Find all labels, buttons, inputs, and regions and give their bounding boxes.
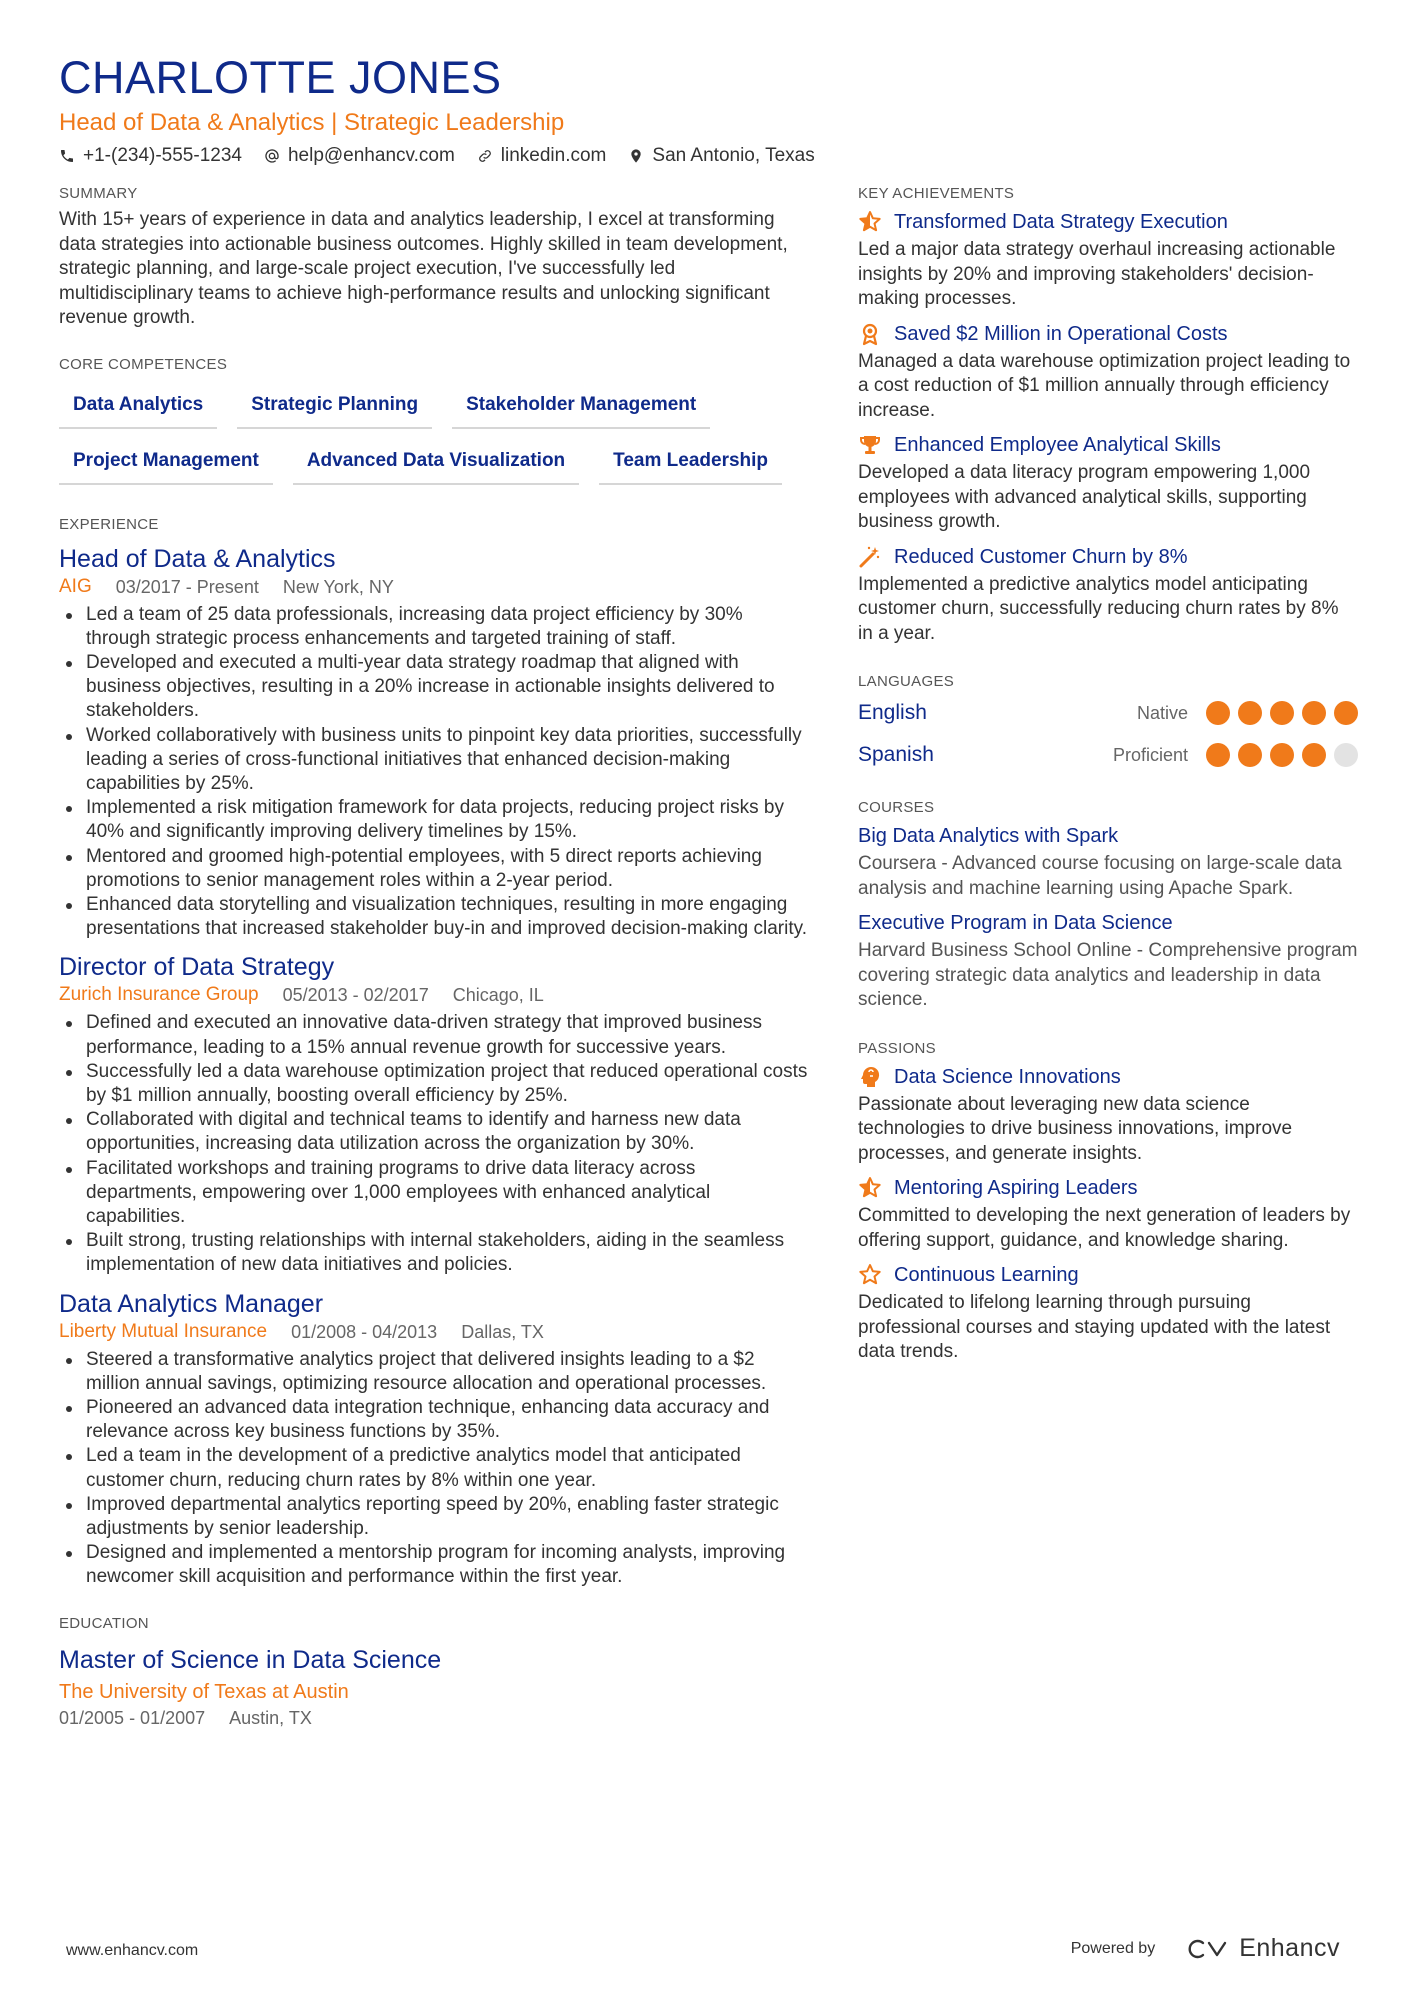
summary-text: With 15+ years of experience in data and analytics leadership, I excel at transforming data strategies into actionable business outcomes. Highly skilled in team development, strategic planning, and large-scale project execution, I've successfully led multidisciplinary teams to achieve high-performance results and unlocking significant revenue growth. [59, 209, 788, 328]
courses-title: COURSES [858, 799, 935, 816]
passion-item [858, 1174, 1358, 1253]
achievement-desc: Implemented a predictive analytics model anticipating customer churn, successfully reducing churn rates by 8% in a year. [858, 573, 1339, 644]
language-level: Native [1136, 702, 1188, 723]
magic-wand-icon [858, 545, 882, 569]
job-entry [59, 1288, 811, 1590]
rating-dot-filled [1334, 701, 1358, 725]
location-pin-icon [628, 148, 644, 164]
phone-icon [59, 148, 75, 164]
education-meta [59, 1706, 811, 1730]
contact-row [59, 143, 1359, 169]
trophy-icon [858, 433, 882, 457]
course-item [858, 822, 1358, 901]
education-dates: 01/2005 - 01/2007 [59, 1707, 206, 1728]
achievement-item [858, 431, 1358, 535]
rating-dot-empty [1334, 743, 1358, 767]
achievement-item [858, 543, 1358, 647]
rating-dot-filled [1238, 743, 1262, 767]
course-title: Executive Program in Data Science [858, 912, 1173, 934]
job-bullet: Defined and executed an innovative data-driven strategy that improved business performance, leading to a 15% annual revenue growth for successive years. [59, 1011, 811, 1059]
passion-desc: Passionate about leveraging new data science technologies to drive business innovations, improve processes, and generate insights. [858, 1093, 1293, 1164]
star-half-icon [858, 210, 882, 234]
language-level: Proficient [1112, 744, 1188, 765]
experience-title: EXPERIENCE [59, 515, 159, 533]
job-entry [59, 543, 811, 942]
rating-dot-filled [1302, 701, 1326, 725]
competence-tag: Data Analytics [59, 387, 217, 429]
achievement-desc: Developed a data literacy program empowering 1,000 employees with advanced analytical skills, supporting business growth. [858, 462, 1311, 532]
rating-dot-filled [1270, 701, 1294, 725]
resume-header [59, 50, 1359, 169]
job-title: Head of Data & Analytics [59, 544, 336, 573]
star-outline-icon [858, 1263, 882, 1287]
job-bullet: Led a team in the development of a predictive analytics model that anticipated customer churn, reducing churn rates by 8% within one year. [59, 1444, 811, 1492]
job-dates: 05/2013 - 02/2017 [282, 985, 429, 1006]
job-bullets [59, 603, 811, 942]
passion-desc: Dedicated to lifelong learning through pursuing professional courses and staying updated with the latest data trends. [858, 1292, 1331, 1362]
job-bullet: Facilitated workshops and training programs to drive data literacy across departments, empowering over 1,000 employees with enhanced analytical capabilities. [59, 1157, 811, 1230]
competence-tag: Strategic Planning [237, 387, 432, 429]
education-title: EDUCATION [59, 1614, 149, 1632]
contact-location [628, 143, 814, 169]
course-title: Big Data Analytics with Spark [858, 825, 1119, 847]
contact-phone[interactable] [59, 143, 242, 169]
education-degree: Master of Science in Data Science [59, 1645, 442, 1674]
rating-dot-filled [1206, 701, 1230, 725]
job-dates: 01/2008 - 04/2013 [291, 1321, 438, 1342]
at-icon [264, 148, 280, 164]
course-item [858, 909, 1358, 1013]
job-bullet: Built strong, trusting relationships with internal stakeholders, aiding in the seamless implementation of new data initiatives and policies. [59, 1229, 811, 1277]
passions-title: PASSIONS [858, 1039, 936, 1057]
left-column [59, 184, 811, 1730]
competence-tag: Advanced Data Visualization [293, 443, 579, 485]
education-location: Austin, TX [229, 1707, 312, 1728]
job-bullet: Mentored and groomed high-potential employees, with 5 direct reports achieving promotions to senior management roles within a 2-year period. [59, 845, 811, 893]
footer-website[interactable]: www.enhancv.com [66, 1942, 199, 1959]
contact-email[interactable] [264, 143, 455, 169]
job-company: Liberty Mutual Insurance [59, 1320, 268, 1342]
achievements-title: KEY ACHIEVEMENTS [858, 185, 1015, 202]
job-bullet: Designed and implemented a mentorship program for incoming analysts, improving newcomer skill acquisition and performance within the first year. [59, 1541, 811, 1589]
job-title: Data Analytics Manager [59, 1289, 324, 1318]
enhancv-logo[interactable] [1183, 1934, 1340, 1963]
location-text: San Antonio, Texas [652, 145, 815, 166]
job-entry [59, 951, 811, 1277]
competence-tag: Stakeholder Management [452, 387, 710, 429]
job-bullet: Improved departmental analytics reporting speed by 20%, enabling faster strategic adjustments by senior leadership. [59, 1493, 811, 1541]
phone-text: +1-(234)-555-1234 [83, 145, 242, 166]
job-bullet: Collaborated with digital and technical teams to identify and harness new data opportunities, increasing data utilization across the organization by 30%. [59, 1108, 811, 1156]
passion-item [858, 1261, 1358, 1365]
languages-title: LANGUAGES [858, 673, 955, 690]
job-bullet: Successfully led a data warehouse optimization project that reduced operational costs by $1 million annually, boosting overall efficiency by 25%. [59, 1060, 811, 1108]
job-bullets [59, 1011, 811, 1277]
achievement-title: Saved $2 Million in Operational Costs [894, 322, 1228, 345]
summary-title: SUMMARY [59, 185, 138, 202]
language-row [858, 692, 1358, 734]
passion-item [858, 1063, 1358, 1167]
language-rating [1206, 743, 1358, 767]
course-desc: Coursera - Advanced course focusing on large-scale data analysis and machine learning using Apache Spark. [858, 853, 1342, 899]
competence-tag: Team Leadership [599, 443, 782, 485]
competence-tag: Project Management [59, 443, 273, 485]
achievement-title: Enhanced Employee Analytical Skills [894, 434, 1221, 456]
competences-list [59, 387, 799, 485]
job-location: Chicago, IL [452, 985, 544, 1006]
language-name: English [858, 701, 927, 724]
rating-dot-filled [1206, 743, 1230, 767]
passion-title: Mentoring Aspiring Leaders [894, 1177, 1138, 1199]
brand-name: Enhancv [1239, 1934, 1340, 1962]
course-desc: Harvard Business School Online - Comprehensive program covering strategic data analytics and leadership in data science. [858, 940, 1358, 1010]
job-bullets [59, 1348, 811, 1590]
job-bullet: Implemented a risk mitigation framework for data projects, reducing project risks by 40% and significantly improving delivery timelines by 15%. [59, 796, 811, 844]
job-meta [59, 575, 811, 599]
achievement-desc: Managed a data warehouse optimization project leading to a cost reduction of $1 million annually through efficiency increase. [858, 350, 1351, 421]
job-bullet: Pioneered an advanced data integration technique, enhancing data accuracy and relevance across key business functions by 35%. [59, 1396, 811, 1444]
linkedin-text: linkedin.com [500, 145, 607, 166]
job-meta [59, 983, 811, 1007]
achievement-title: Reduced Customer Churn by 8% [894, 545, 1188, 568]
rating-dot-filled [1270, 743, 1294, 767]
powered-by-label: Powered by [1070, 1939, 1156, 1957]
job-meta [59, 1320, 811, 1344]
achievement-item [858, 320, 1358, 424]
job-location: Dallas, TX [461, 1321, 544, 1342]
job-bullet: Developed and executed a multi-year data strategy roadmap that aligned with business objectives, resulting in a 20% increase in actionable insights delivered to stakeholders. [59, 651, 811, 724]
footer-branding [1071, 1934, 1340, 1963]
achievement-item [858, 208, 1358, 312]
right-column [858, 184, 1358, 1365]
job-location: New York, NY [282, 576, 394, 597]
candidate-headline: Head of Data & Analytics | Strategic Leadership [59, 109, 565, 136]
rating-dot-filled [1238, 701, 1262, 725]
achievement-desc: Led a major data strategy overhaul increasing actionable insights by 20% and improving stakeholders' decision-making processes. [858, 239, 1336, 309]
brain-icon [858, 1065, 882, 1089]
job-title: Director of Data Strategy [59, 953, 335, 982]
job-bullet: Worked collaboratively with business units to pinpoint key data priorities, successfully leading a series of cross-functional initiatives that enhanced decision-making capabilities by 25%. [59, 724, 811, 797]
contact-linkedin[interactable] [477, 143, 607, 169]
job-company: Zurich Insurance Group [59, 984, 259, 1006]
language-row [858, 734, 1358, 776]
job-company: AIG [59, 575, 92, 597]
job-bullet: Enhanced data storytelling and visualization techniques, resulting in more engaging presentations that increased stakeholder buy-in and improved decision-making clarity. [59, 893, 811, 941]
achievement-title: Transformed Data Strategy Execution [894, 211, 1228, 233]
language-rating [1206, 701, 1358, 725]
job-bullet: Led a team of 25 data professionals, increasing data project efficiency by 30% through strategic process enhancements and targeted training of staff. [59, 603, 811, 651]
candidate-name: CHARLOTTE JONES [59, 52, 502, 103]
passion-desc: Committed to developing the next generation of leaders by offering support, guidance, and knowledge sharing. [858, 1205, 1351, 1251]
enhancv-logo-icon [1183, 1937, 1229, 1961]
star-half-icon [858, 1176, 882, 1200]
passion-title: Continuous Learning [894, 1264, 1079, 1286]
medal-icon [858, 322, 882, 346]
email-text: help@enhancv.com [287, 145, 455, 166]
link-icon [477, 148, 493, 164]
rating-dot-filled [1302, 743, 1326, 767]
job-bullet: Steered a transformative analytics project that delivered insights leading to a $2 million annual savings, optimizing resource allocation and operational processes. [59, 1348, 811, 1396]
job-dates: 03/2017 - Present [115, 576, 259, 597]
language-name: Spanish [858, 743, 934, 766]
passion-title: Data Science Innovations [894, 1065, 1121, 1088]
competences-title: CORE COMPETENCES [59, 355, 228, 373]
education-school: The University of Texas at Austin [59, 1680, 349, 1703]
